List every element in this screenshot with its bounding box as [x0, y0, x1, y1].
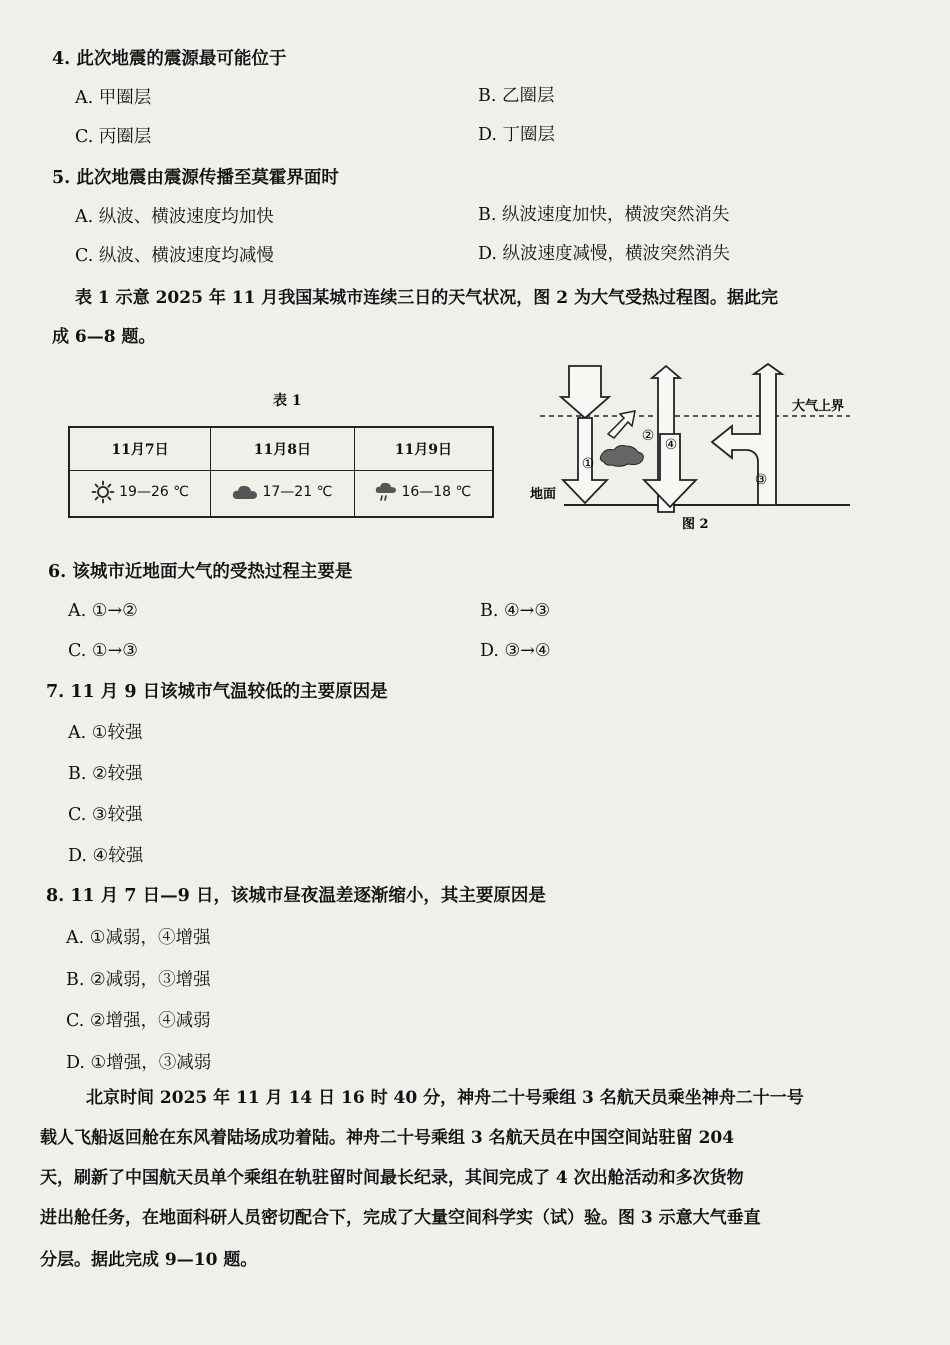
intro1-line1: 表 1 示意 2025 年 11 月我国某城市连续三日的天气状况，图 2 为大气受热过程图。据此完: [75, 288, 778, 308]
cloud-icon: [232, 483, 258, 501]
table1-day2-temp: 17—21 ℃: [262, 483, 333, 500]
arrow-label-4: ④: [664, 437, 678, 453]
q6-stem: 6. 该城市近地面大气的受热过程主要是: [48, 562, 353, 582]
table1-day1-weather: [69, 471, 211, 518]
q8-option-b: B. ②减弱，③增强: [66, 970, 211, 990]
figure2-caption: 图 2: [682, 517, 709, 532]
upper-atmosphere-label: 大气上界: [792, 399, 845, 414]
q4-option-b: B. 乙圈层: [478, 86, 555, 106]
q4-option-a: A. 甲圈层: [75, 88, 152, 108]
q4-option-c: C. 丙圈层: [75, 127, 152, 147]
q5-stem: 5. 此次地震由震源传播至莫霍界面时: [52, 168, 339, 188]
rain-cloud-icon: [375, 481, 397, 503]
arrow-label-1: ①: [581, 456, 595, 472]
q5-option-a: A. 纵波、横波速度均加快: [75, 207, 274, 227]
q6-option-b: B. ④→③: [480, 601, 551, 621]
table1-day3-weather: [354, 471, 493, 518]
q7-option-a: A. ①较强: [68, 723, 143, 743]
intro2-line5: 分层。据此完成 9—10 题。: [40, 1250, 258, 1270]
solar-radiation-upper-arrow: [561, 366, 609, 418]
q7-option-d: D. ④较强: [68, 846, 144, 866]
q5-option-c: C. 纵波、横波速度均减慢: [75, 246, 274, 266]
cloud-shape: [600, 446, 643, 467]
arrow-label-2: ②: [641, 428, 655, 444]
q8-option-c: C. ②增强，④减弱: [66, 1011, 211, 1031]
q4-option-d: D. 丁圈层: [478, 125, 556, 145]
atmospheric-heating-diagram: [520, 362, 860, 532]
sun-icon: [91, 480, 115, 504]
table1-date-2: 11月8日: [211, 427, 355, 471]
arrow-3-ground-radiation: [712, 364, 782, 505]
arrow-label-3: ③: [754, 472, 768, 488]
intro2-line3: 天，刷新了中国航天员单个乘组在轨驻留时间最长纪录，其间完成了 4 次出舱活动和多次货物: [40, 1168, 744, 1188]
q5-option-b: B. 纵波速度加快，横波突然消失: [478, 205, 730, 225]
table1-date-1: 11月7日: [69, 427, 211, 471]
q5-option-d: D. 纵波速度减慢，横波突然消失: [478, 244, 731, 264]
q6-option-d: D. ③→④: [480, 641, 551, 661]
q7-stem: 7. 11 月 9 日该城市气温较低的主要原因是: [46, 682, 388, 702]
q6-option-a: A. ①→②: [68, 601, 138, 621]
intro2-line4: 进出舱任务，在地面科研人员密切配合下，完成了大量空间科学实（试）验。图 3 示意大气垂直: [40, 1208, 761, 1228]
q8-option-d: D. ①增强，③减弱: [66, 1053, 212, 1073]
intro2-line1: 北京时间 2025 年 11 月 14 日 16 时 40 分，神舟二十号乘组 3 名航天员乘坐神舟二十一号: [86, 1088, 804, 1108]
q7-option-c: C. ③较强: [68, 805, 143, 825]
intro1-line2: 成 6—8 题。: [52, 327, 156, 347]
table1-date-3: 11月9日: [354, 427, 493, 471]
q8-option-a: A. ①减弱，④增强: [66, 928, 211, 948]
table1-day1-temp: 19—26 ℃: [119, 483, 189, 500]
weather-table: [68, 426, 494, 518]
intro2-line2: 载人飞船返回舱在东风着陆场成功着陆。神舟二十号乘组 3 名航天员在中国空间站驻留 204: [40, 1128, 735, 1148]
table1-day2-weather: [211, 471, 355, 518]
q6-option-c: C. ①→③: [68, 641, 138, 661]
reflected-radiation-arrow: [608, 411, 635, 438]
table1-day3-temp: 16—18 ℃: [401, 483, 472, 500]
q7-option-b: B. ②较强: [68, 764, 143, 784]
q8-stem: 8. 11 月 7 日—9 日，该城市昼夜温差逐渐缩小，其主要原因是: [46, 886, 546, 906]
table1-caption: 表 1: [273, 393, 302, 409]
ground-label: 地面: [530, 487, 557, 502]
q4-stem: 4. 此次地震的震源最可能位于: [52, 49, 287, 69]
